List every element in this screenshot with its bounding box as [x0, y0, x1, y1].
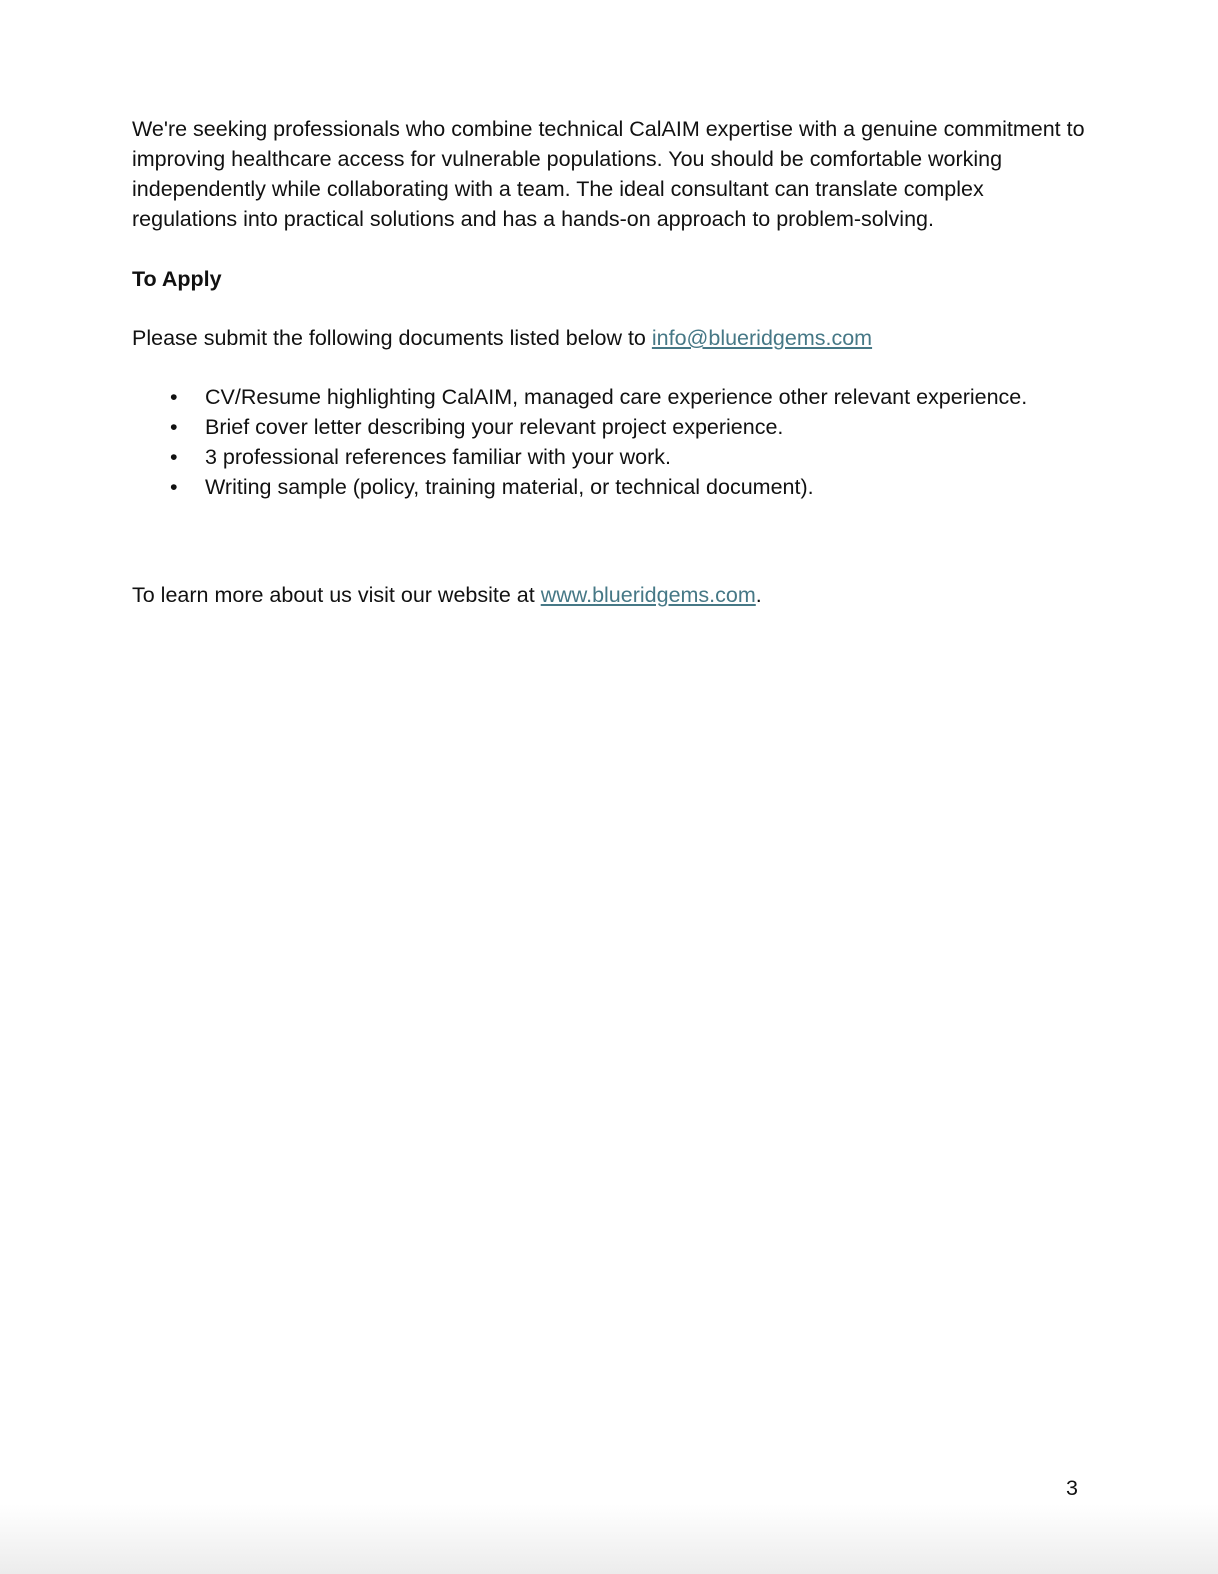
page-content: [132, 114, 1092, 610]
submit-instructions: [132, 323, 1092, 353]
submit-text: Please submit the following documents listed below to: [132, 326, 652, 350]
intro-paragraph: We're seeking professionals who combine technical CalAIM expertise with a genuine commitment to improving healthcare access for vulnerable populations. You should be comfortable working independently while collaborating with a team. The ideal consultant can translate complex regulations into practical solutions and has a hands-on approach to problem-solving.: [132, 117, 1085, 231]
required-documents-list: [132, 382, 1092, 502]
page-number: 3: [1066, 1476, 1078, 1500]
learn-more-suffix: .: [755, 583, 762, 607]
bullet-icon: •: [170, 415, 178, 439]
list-item: [170, 472, 1092, 502]
to-apply-heading: To Apply: [132, 267, 222, 291]
bullet-icon: •: [170, 475, 178, 499]
list-item: [170, 382, 1092, 412]
bullet-icon: •: [170, 385, 178, 409]
website-link[interactable]: www.blueridgems.com: [540, 583, 756, 607]
learn-more-line: [132, 580, 1092, 610]
page-bottom-shadow: [0, 1504, 1218, 1574]
list-item: [170, 442, 1092, 472]
list-item-text: CV/Resume highlighting CalAIM, managed care experience other relevant experience.: [205, 385, 1028, 409]
email-link[interactable]: info@blueridgems.com: [651, 326, 873, 350]
list-item-text: Writing sample (policy, training material, or technical document).: [205, 475, 814, 499]
list-item-text: Brief cover letter describing your relevant project experience.: [205, 415, 784, 439]
list-item-text: 3 professional references familiar with your work.: [205, 445, 672, 469]
bullet-icon: •: [170, 445, 178, 469]
learn-more-text: To learn more about us visit our website at: [132, 583, 541, 607]
list-item: [170, 412, 1092, 442]
